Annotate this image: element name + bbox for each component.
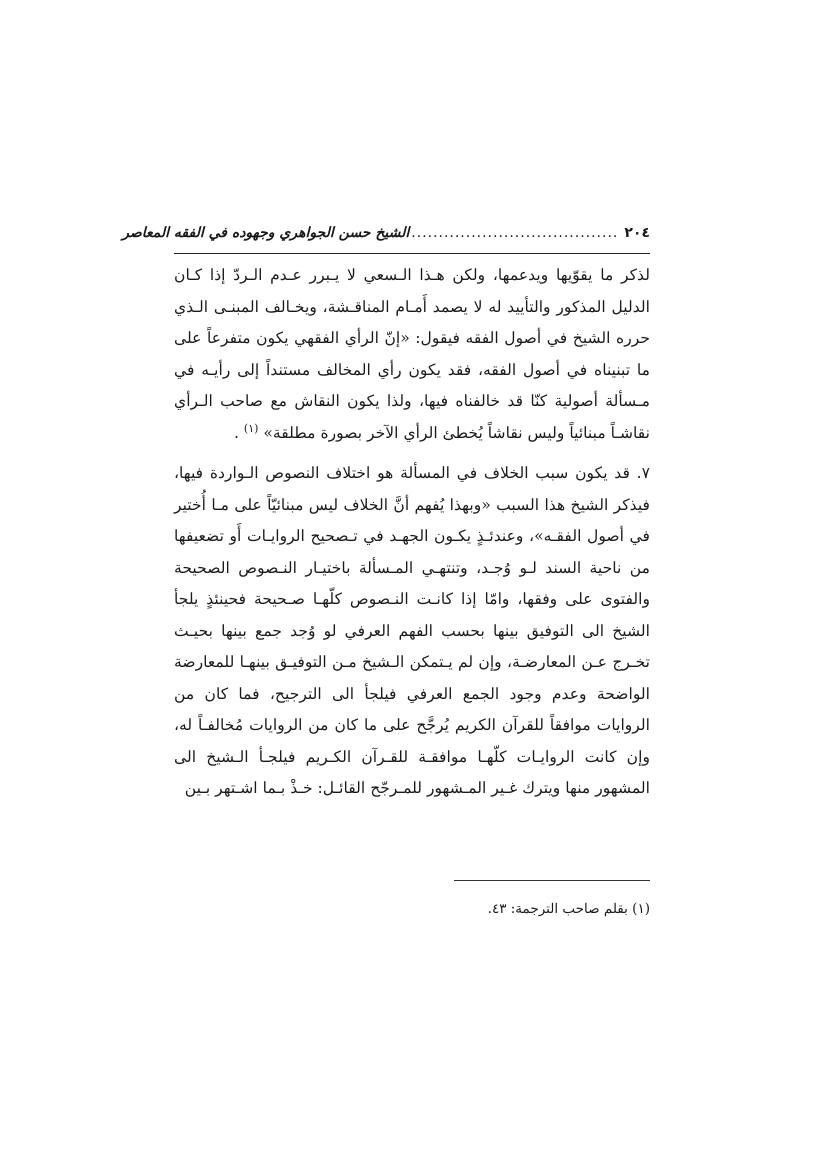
footnote-marker[interactable]: (١) [243, 421, 259, 435]
book-title: الشيخ حسن الجواهري وجهوده في الفقه المعاصر [122, 225, 410, 241]
paragraph-1 [174, 260, 650, 449]
paragraph-2 [174, 458, 650, 805]
paragraph-1-text: لذكر ما يقوّيها ويدعمها، ولكن هـذا الـسعي لا يـبرر عـدم الـردّ إذا كـان الدليل المذكور والتأييد له لا يصمد أَمـام المناقـشة، ويخـالف المبنـى الـذي حرره الشيخ في أصول الفقه فيقول: «إنّ الرأي الفقهي يكون متفرعاً على ما تبنيناه في أصول الفقه، فقد يكون رأي المخالف مستنداً إلى رأيـه في مـسألة أصولية كنّا قد خالفناه فيها، ولذا يكون النقاش مع صاحب الـرأي نقاشـاً مبنائياً وليس نقاشاً يُخطئ الرأي الآخر بصورة مطلقة» [174, 266, 650, 442]
footnote-1: (١) بقلم صاحب الترجمة: ٤٣. [487, 901, 650, 917]
page-content [122, 225, 650, 805]
paragraph-1-end: . [233, 423, 239, 442]
paragraph-spacer [174, 449, 650, 458]
header-dot-leader: ...................................... [411, 225, 619, 241]
footnote-area [174, 880, 650, 922]
header-rule [174, 253, 650, 254]
paragraph-2-text: ٧. قد يكون سبب الخلاف في المسألة هو اختلاف النصوص الـواردة فيها، فيذكر الشيخ هذا السبب «وبهذا يُفهم أنَّ الخلاف ليس مبنائيّاً على مـا أُختير في أصول الفقـه»، وعندئـذٍ يكـون الجهـد في تـصحيح الروايـات أَو تضعيفها من ناحية السند لـو وُجـد، وتنتهـي المـسألة باختيـار النـصوص الصحيحة والفتوى على وفقها، وامّا إذا كانـت النـصوص كلّهـا صـحيحة فحينئذٍ يلجأ الشيخ الى التوفيق بينها بحسب الفهم العرفي لو وُجد جمع بينها بحيـث تخـرج عـن المعارضـة، وإن لم يـتمكن الـشيخ مـن التوفيـق بينهـا للمعارضة الواضحة وعدم وجود الجمع العرفي فيلجأ الى الترجيح، فما كان من الروايات موافقاً للقرآن الكريم يُرجَّح على ما كان من الروايات مُخالفـاً له، وإن كانت الروايـات كلّهـا موافقـة للقـرآن الكـريم فيلجـأ الـشيخ الى المشهور منها ويترك غـير المـشهور للمـرجّح القائـل: خـذْ بـما اشـتهر بـين [174, 464, 650, 797]
page-number: ٢٠٤ [624, 225, 650, 241]
footnote-rule [454, 880, 650, 881]
running-header [122, 225, 650, 247]
